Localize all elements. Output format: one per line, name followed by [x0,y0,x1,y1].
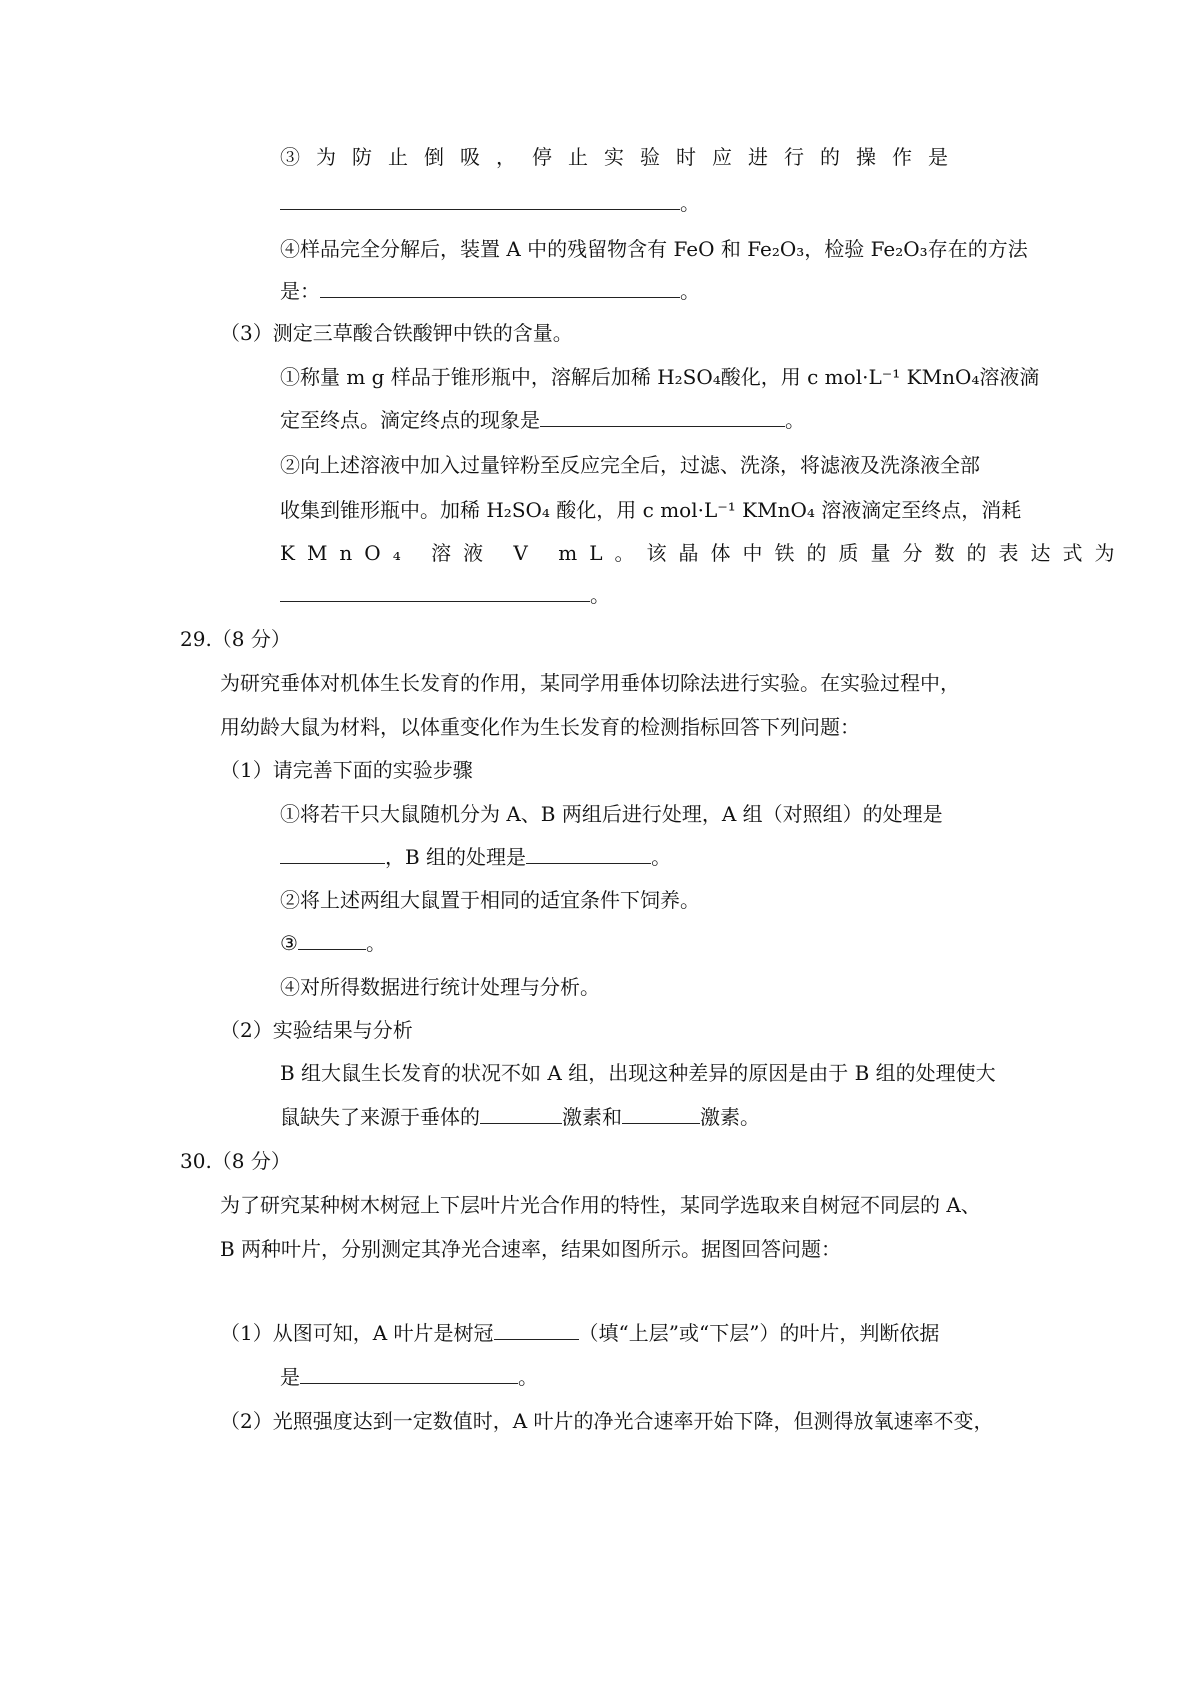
q30-part1-line1 [220,1318,939,1348]
q28-step4-blank[interactable] [320,277,680,298]
q28-part3-step1-line1: ①称量 m g 样品于锥形瓶中，溶解后加稀 H₂SO₄酸化，用 c mol·L⁻¹ KMnO₄溶液滴 [280,365,1040,389]
q28-step4-line2 [280,276,700,306]
q29-result-line1: B 组大鼠生长发育的状况不如 A 组，出现这种差异的原因是由于 B 组的处理使大 [280,1061,996,1085]
q30-part1-mid: （填“上层”或“下层”）的叶片，判断依据 [578,1321,940,1345]
q28-step4-line1: ④样品完全分解后，装置 A 中的残留物含有 FeO 和 Fe₂O₃，检验 Fe₂O₃存在的方法 [280,237,1028,261]
q29-result-mid: 激素和 [562,1105,622,1129]
q28-part3-step2-line3: KMnO₄ 溶液 V mL。该晶体中铁的质量分数的表达式为 [280,541,1127,565]
period: 。 [785,408,805,432]
q29-group-a-blank[interactable] [280,843,385,864]
q28-part3-step2-line2: 收集到锥形瓶中。加稀 H₂SO₄ 酸化，用 c mol·L⁻¹ KMnO₄ 溶液滴定至终点，消耗 [280,498,1022,522]
q28-step3-text: ③为防止倒吸，停止实验时应进行的操作是 [280,145,964,169]
q30-layer-blank[interactable] [494,1319,579,1340]
q30-intro-line1: 为了研究某种树木树冠上下层叶片光合作用的特性，某同学选取来自树冠不同层的 A、 [220,1193,981,1217]
q28-part3-step2-blank[interactable] [280,581,590,602]
q28-part3-step1-line2 [280,405,805,435]
q29-result-line2 [280,1102,760,1132]
q28-part3-step2-line1: ②向上述溶液中加入过量锌粉至反应完全后，过滤、洗涤，将滤液及洗涤液全部 [280,453,980,477]
q30-intro-line2: B 两种叶片，分别测定其净光合速率，结果如图所示。据图回答问题： [220,1237,842,1261]
q28-step3-answer-line [280,188,700,218]
q29-result-end: 激素。 [700,1105,760,1129]
q29-intro-line2: 用幼龄大鼠为材料，以体重变化作为生长发育的检测指标回答下列问题： [220,715,860,739]
period: 。 [680,279,700,303]
q29-result-prefix: 鼠缺失了来源于垂体的 [280,1105,480,1129]
q28-step4-prefix: 是： [280,279,320,303]
q29-part1-title: （1）请完善下面的实验步骤 [220,758,473,782]
q30-number: 30.（8 分） [180,1149,291,1173]
q29-part2-title: （2）实验结果与分析 [220,1018,413,1042]
q29-step3 [280,928,386,958]
q28-part3-step1-prefix: 定至终点。滴定终点的现象是 [280,408,540,432]
q29-step4: ④对所得数据进行统计处理与分析。 [280,975,600,999]
q29-step1-line1: ①将若干只大鼠随机分为 A、B 两组后进行处理，A 组（对照组）的处理是 [280,802,943,826]
q29-step3-blank[interactable] [298,929,366,950]
q28-part3-step1-blank[interactable] [540,406,785,427]
q29-step1-line2 [280,842,671,872]
q29-group-b-label: ，B 组的处理是 [385,845,527,869]
q30-reason-blank[interactable] [300,1363,518,1384]
q30-part2-line1: （2）光照强度达到一定数值时，A 叶片的净光合速率开始下降，但测得放氧速率不变， [220,1409,994,1433]
q28-step3-blank[interactable] [280,189,680,210]
period: 。 [680,191,700,215]
period: 。 [651,845,672,869]
q30-part1-prefix: （1）从图可知，A 叶片是树冠 [220,1321,494,1345]
q29-intro-line1: 为研究垂体对机体生长发育的作用，某同学用垂体切除法进行实验。在实验过程中， [220,671,960,695]
period: 。 [518,1365,538,1389]
q28-part3-title: （3）测定三草酸合铁酸钾中铁的含量。 [220,321,573,345]
q30-part1-line2-prefix: 是 [280,1365,300,1389]
q29-number: 29.（8 分） [180,627,291,651]
q29-hormone1-blank[interactable] [480,1103,562,1124]
q29-step3-marker: ③ [280,931,298,955]
q28-part3-step2-line4 [280,580,610,610]
q29-group-b-blank[interactable] [526,843,651,864]
period: 。 [590,583,610,607]
q30-part1-line2 [280,1362,538,1392]
period: 。 [365,931,386,955]
q29-hormone2-blank[interactable] [622,1103,700,1124]
q29-step2: ②将上述两组大鼠置于相同的适宜条件下饲养。 [280,888,700,912]
